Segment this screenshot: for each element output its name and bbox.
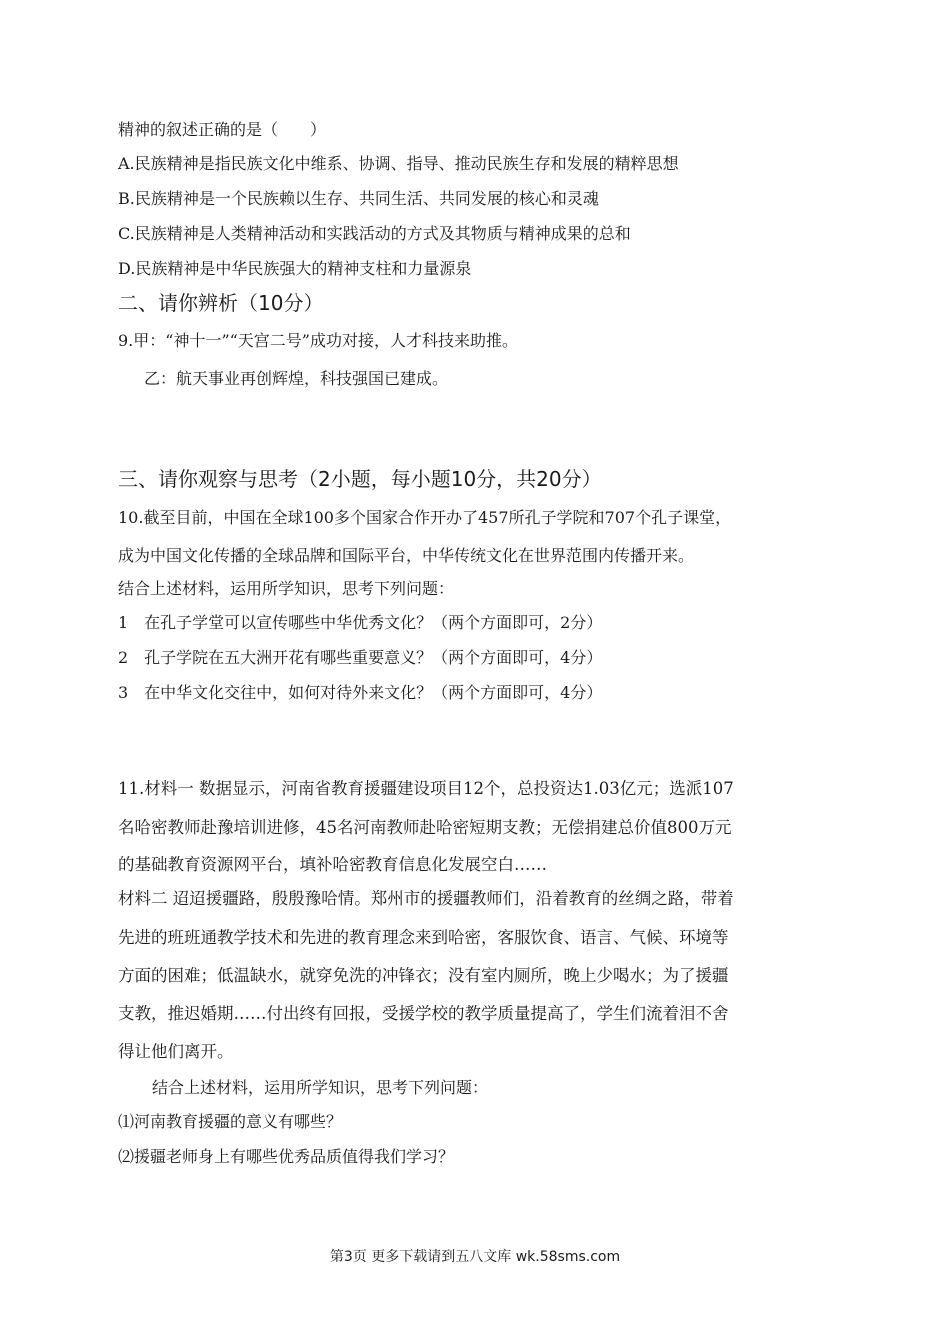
q11-material1-line-1: 11.材料一 数据显示，河南省教育援疆建设项目12个，总投资达1.03亿元；选派107 <box>118 779 734 798</box>
section3-title: 三、请你观察与思考（2小题，每小题10分，共20分） <box>118 467 602 491</box>
q11-material1-line-2: 名哈密教师赴豫培训进修，45名河南教师赴哈密短期支教；无偿捐建总价值800万元 <box>118 818 732 837</box>
page-footer: 第3页 更多下载请到五八文库 wk.58sms.com <box>329 1249 621 1265</box>
q11-material2-line-2: 先进的班班通教学技术和先进的教育理念来到哈密，客服饮食、语言、气候、环境等 <box>118 928 729 947</box>
q8-stem-tail: 精神的叙述正确的是（ ） <box>118 120 327 139</box>
q11-material2-line-4: 支教，推迟婚期……付出终有回报，受援学校的教学质量提高了，学生们流着泪不舍 <box>118 1004 729 1023</box>
q10-prompt: 结合上述材料，运用所学知识，思考下列问题： <box>118 579 455 598</box>
q8-option-c: C.民族精神是人类精神活动和实践活动的方式及其物质与精神成果的总和 <box>118 224 631 243</box>
q9-line-1: 9.甲：“神十一”“天宫二号”成功对接，人才科技来助推。 <box>118 331 518 350</box>
q11-material2-line-3: 方面的困难；低温缺水，就穿免洗的冲锋衣；没有室内厕所，晚上少喝水；为了援疆 <box>118 966 729 985</box>
q8-option-b: B.民族精神是一个民族赖以生存、共同生活、共同发展的核心和灵魂 <box>118 189 599 208</box>
q10-item-3: 3 在中华文化交往中，如何对待外来文化？（两个方面即可，4分） <box>118 683 603 702</box>
q9-line-2: 乙：航天事业再创辉煌，科技强国已建成。 <box>144 369 449 388</box>
q10-line-1: 10.截至目前，中国在全球100多个国家合作开办了457所孔子学院和707个孔子课堂， <box>118 508 732 527</box>
q11-question-1: ⑴河南教育援疆的意义有哪些？ <box>118 1112 343 1131</box>
q11-material1-line-3: 的基础教育资源网平台，填补哈密教育信息化发展空白…… <box>118 855 547 874</box>
q10-line-2: 成为中国文化传播的全球品牌和国际平台，中华传统文化在世界范围内传播开来。 <box>118 546 695 565</box>
q11-question-2: ⑵援疆老师身上有哪些优秀品质值得我们学习？ <box>118 1147 455 1166</box>
q11-material2-line-5: 得让他们离开。 <box>118 1042 234 1061</box>
q10-item-2: 2 孔子学院在五大洲开花有哪些重要意义？（两个方面即可，4分） <box>118 648 603 667</box>
section2-title: 二、请你辨析（10分） <box>118 291 324 315</box>
q11-prompt: 结合上述材料，运用所学知识，思考下列问题： <box>152 1078 489 1097</box>
q8-option-d: D.民族精神是中华民族强大的精神支柱和力量源泉 <box>118 259 472 278</box>
q11-material2-line-1: 材料二 迢迢援疆路，殷殷豫哈情。郑州市的援疆教师们，沿着教育的丝绸之路，带着 <box>118 889 734 908</box>
q10-item-1: 1 在孔子学堂可以宣传哪些中华优秀文化？（两个方面即可，2分） <box>118 613 603 632</box>
q8-option-a: A.民族精神是指民族文化中维系、协调、指导、推动民族生存和发展的精粹思想 <box>118 154 679 173</box>
